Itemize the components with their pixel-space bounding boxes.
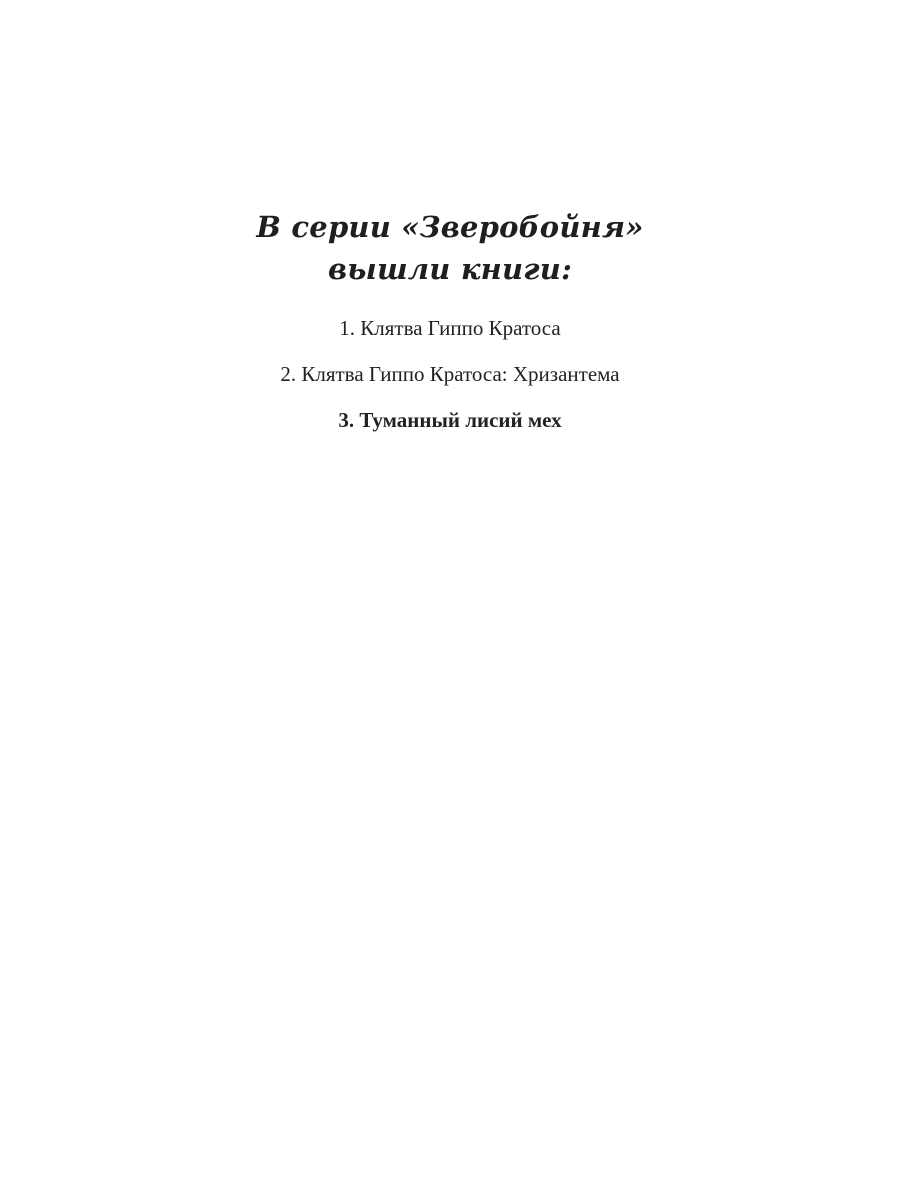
book-list-item-2: 2. Клятва Гиппо Кратоса: Хризантема [280, 362, 620, 386]
series-heading-line-2: вышли книги: [327, 252, 572, 286]
book-list-item-1: 1. Клятва Гиппо Кратоса [339, 316, 561, 340]
book-list-item-3: 3. Туманный лисий мех [338, 408, 562, 432]
series-heading-line-1: В серии «Зверобойня» [256, 210, 644, 244]
